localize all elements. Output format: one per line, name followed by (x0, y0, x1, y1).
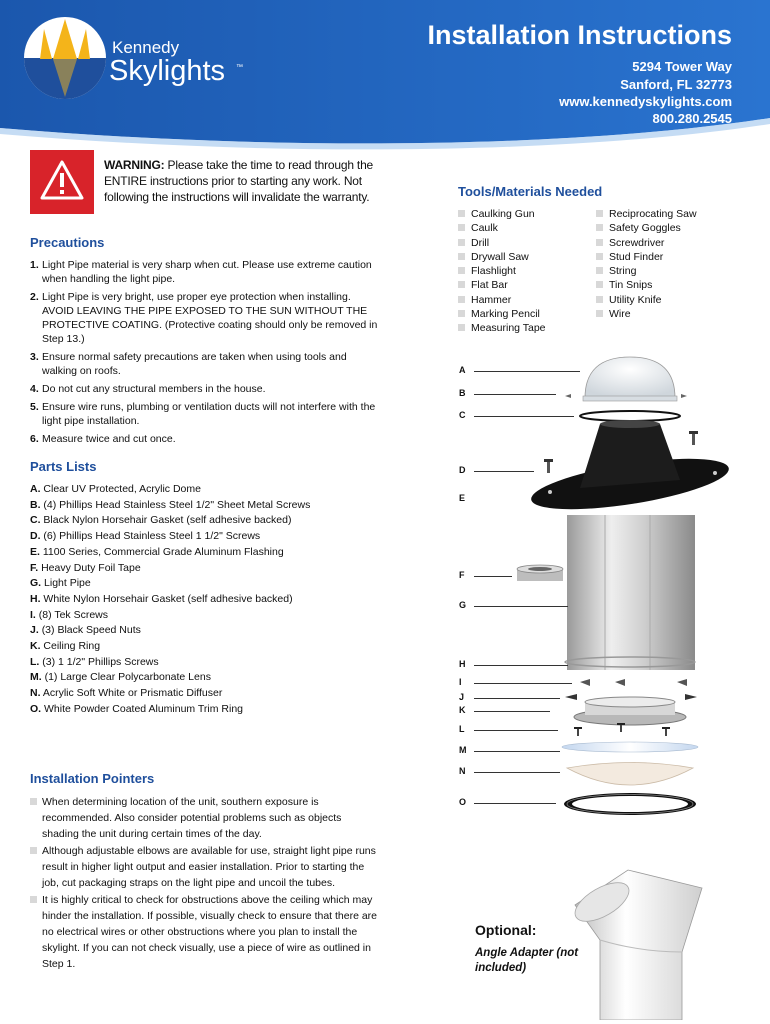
tool-text: Stud Finder (609, 250, 664, 263)
optional-title: Optional: (475, 922, 537, 938)
precaution-text: Light Pipe material is very sharp when cut. Please use extreme caution when handling the light pipe. (42, 259, 372, 285)
part-o-trim-ring (564, 793, 696, 815)
tools-column-1 (458, 207, 546, 336)
tool-text: Flat Bar (471, 279, 508, 292)
part-text: (3) Black Speed Nuts (41, 624, 141, 637)
bullet-icon (30, 847, 37, 854)
part-letter: C. (30, 514, 41, 527)
diagram-label: K (459, 705, 466, 715)
part-c-gasket (580, 411, 680, 421)
diagram-label: A (459, 365, 466, 375)
tool-text: Screwdriver (609, 236, 665, 249)
pointer-text: When determining location of the unit, southern exposure is recommended. Also consider potential problems such as objects shading the unit during certain times of the day. (42, 796, 342, 840)
tool-item (596, 264, 697, 278)
part-text: 1100 Series, Commercial Grade Aluminum Flashing (42, 545, 284, 558)
part-d-screw (689, 431, 698, 445)
part-text: White Powder Coated Aluminum Trim Ring (44, 702, 244, 715)
part-a-dome (585, 357, 675, 398)
part-b-screw (565, 394, 571, 398)
bullet-icon (596, 310, 603, 317)
precaution-number: 3. (30, 351, 39, 363)
part-letter: K. (30, 640, 41, 653)
part-item (30, 655, 380, 671)
tool-item (458, 307, 546, 321)
precaution-number: 6. (30, 433, 39, 445)
bullet-icon (458, 267, 465, 274)
precaution-text: Ensure wire runs, plumbing or ventilation ducts will not interfere with the light pipe installation. (42, 401, 376, 427)
diagram-label: I (459, 677, 462, 687)
bullet-icon (458, 296, 465, 303)
part-f-foil-tape (517, 565, 563, 581)
part-text: (3) 1 1/2" Phillips Screws (42, 655, 159, 668)
parts-title: Parts Lists (30, 459, 97, 474)
part-i-screw (615, 679, 625, 686)
part-b-screw (681, 394, 687, 398)
leader-line (474, 471, 534, 472)
trademark: ™ (236, 64, 243, 71)
precaution-text: Ensure normal safety precautions are taken when using tools and walking on roofs. (42, 351, 347, 377)
part-item (30, 639, 380, 655)
bullet-icon (596, 210, 603, 217)
tool-text: Caulk (471, 222, 498, 235)
tool-item (458, 264, 546, 278)
part-text: Acrylic Soft White or Prismatic Diffuser (42, 687, 223, 700)
bullet-icon (30, 896, 37, 903)
pointer-item (30, 892, 380, 972)
part-item (30, 623, 380, 639)
bullet-icon (458, 310, 465, 317)
part-text: Light Pipe (44, 577, 91, 590)
part-item (30, 513, 380, 529)
part-text: White Nylon Horsehair Gasket (self adhesive backed) (43, 592, 293, 605)
tool-item (596, 207, 697, 221)
part-letter: J. (30, 624, 39, 637)
leader-line (474, 772, 560, 773)
tool-text: Wire (609, 308, 631, 321)
part-item (30, 608, 380, 624)
part-k-ceiling-ring (574, 697, 686, 725)
part-item (30, 686, 380, 702)
diagram-label: L (459, 724, 465, 734)
precaution-text: Measure twice and cut once. (42, 433, 176, 445)
tool-text: Safety Goggles (609, 222, 681, 235)
part-letter: E. (30, 545, 40, 558)
part-letter: G. (30, 577, 42, 590)
precaution-item (30, 400, 380, 428)
part-j-nut (685, 694, 697, 700)
leader-line (474, 751, 560, 752)
precautions-title: Precautions (30, 235, 105, 250)
precaution-number: 1. (30, 259, 39, 271)
tool-text: Drill (471, 236, 490, 249)
leader-line (474, 683, 572, 684)
part-text: Black Nylon Horsehair Gasket (self adhesive backed) (43, 514, 292, 527)
part-item (30, 670, 380, 686)
pointer-item (30, 794, 380, 842)
optional-subtitle: Angle Adapter (not included) (475, 947, 579, 974)
precaution-number: 4. (30, 383, 39, 395)
tool-item (458, 321, 546, 335)
tool-item (458, 236, 546, 250)
leader-line (474, 803, 556, 804)
tool-item (458, 221, 546, 235)
leader-line (474, 698, 560, 699)
logo-line1: Kennedy (112, 38, 180, 57)
tool-text: Tin Snips (609, 279, 653, 292)
part-l-screw (617, 723, 625, 732)
diagram-label: J (459, 692, 465, 702)
part-item (30, 702, 380, 718)
part-item (30, 576, 380, 592)
part-text: (6) Phillips Head Stainless Steel 1 1/2" Screws (43, 530, 261, 543)
warning-label: WARNING: (104, 158, 165, 172)
leader-line (474, 416, 574, 417)
part-item (30, 529, 380, 545)
bullet-icon (30, 798, 37, 805)
parts-diagram (455, 355, 755, 825)
part-text: Ceiling Ring (43, 640, 101, 653)
diagram-label: B (459, 388, 466, 398)
leader-line (474, 730, 558, 731)
part-i-screw (677, 679, 687, 686)
precaution-number: 2. (30, 291, 39, 303)
diagram-label: M (459, 745, 467, 755)
diagram-label: C (459, 410, 466, 420)
part-letter: B. (30, 498, 41, 511)
part-letter: D. (30, 530, 41, 543)
leader-line (474, 371, 580, 372)
tool-item (596, 236, 697, 250)
precaution-item (30, 258, 380, 286)
precaution-text: Do not cut any structural members in the house. (42, 383, 266, 395)
tool-item (458, 250, 546, 264)
tool-item (596, 278, 697, 292)
tools-title: Tools/Materials Needed (458, 184, 603, 199)
pointers-list (30, 794, 380, 973)
part-text: (8) Tek Screws (38, 608, 109, 621)
phone: 800.280.2545 (652, 111, 732, 126)
bullet-icon (458, 281, 465, 288)
bullet-icon (458, 253, 465, 260)
part-letter: O. (30, 702, 42, 715)
part-letter: M. (30, 671, 42, 684)
bullet-icon (458, 210, 465, 217)
part-letter: A. (30, 483, 41, 495)
tool-text: Caulking Gun (471, 208, 535, 220)
precaution-item (30, 290, 380, 346)
part-g-light-pipe (567, 515, 695, 670)
precaution-text: Light Pipe is very bright, use proper eye protection when installing. AVOID LEAVING THE PIPE EXPOSED TO THE SUN WITHOUT THE PROTECTIVE COATING. (Protective coating should only be removed in Step 13.) (42, 291, 378, 345)
bullet-icon (596, 253, 603, 260)
part-item (30, 482, 380, 498)
tool-text: Marking Pencil (471, 308, 540, 321)
precautions-list (30, 258, 380, 450)
part-text: Heavy Duty Foil Tape (41, 561, 141, 574)
tool-item (596, 307, 697, 321)
city: Sanford, FL 32773 (620, 77, 732, 92)
part-letter: F. (30, 561, 39, 574)
bullet-icon (596, 239, 603, 246)
diagram-label: N (459, 766, 466, 776)
diagram-label: D (459, 465, 466, 475)
bullet-icon (458, 224, 465, 231)
precaution-item (30, 382, 380, 396)
part-letter: I. (30, 608, 36, 621)
tool-text: Flashlight (471, 265, 516, 278)
precaution-number: 5. (30, 401, 39, 413)
tool-text: Reciprocating Saw (609, 208, 697, 220)
leader-line (474, 665, 568, 666)
precaution-item (30, 432, 380, 446)
part-l-screw (662, 727, 670, 736)
leader-line (474, 606, 568, 607)
address: 5294 Tower Way (632, 59, 732, 74)
part-j-nut (565, 694, 577, 700)
part-item (30, 498, 380, 514)
tool-text: Drywall Saw (471, 250, 529, 263)
part-i-screw (580, 679, 590, 686)
part-item (30, 561, 380, 577)
leader-line (474, 394, 556, 395)
warning-body: Please take the time to read through the ENTIRE instructions prior to starting any work. Not following the instructions will invalidate the warranty. (104, 158, 374, 204)
bullet-icon (458, 324, 465, 331)
tool-item (596, 221, 697, 235)
angle-adapter-icon (560, 860, 710, 1020)
bullet-icon (596, 281, 603, 288)
warning-box (30, 150, 94, 214)
tool-text: Measuring Tape (471, 322, 546, 335)
tools-column-2 (596, 207, 697, 321)
part-l-screw (574, 727, 582, 736)
parts-list (30, 482, 380, 718)
bullet-icon (596, 267, 603, 274)
precaution-item (30, 350, 380, 378)
diagram-label: H (459, 659, 466, 669)
diagram-label: O (459, 797, 467, 807)
tool-item (596, 250, 697, 264)
leader-line (474, 576, 512, 577)
part-m-lens (562, 742, 698, 752)
part-d-screw (544, 459, 553, 473)
diagram-label: E (459, 493, 466, 503)
part-n-diffuser (567, 763, 693, 786)
pointers-title: Installation Pointers (30, 771, 155, 786)
warning-triangle-icon (30, 150, 94, 214)
bullet-icon (596, 224, 603, 231)
diagram-label: F (459, 570, 465, 580)
kennedy-logo-icon (22, 15, 108, 101)
part-letter: L. (30, 655, 40, 668)
tool-text: Utility Knife (609, 293, 662, 306)
tool-item (458, 293, 546, 307)
website-link[interactable]: www.kennedyskylights.com (559, 94, 732, 109)
pointer-item (30, 843, 380, 891)
part-letter: N. (30, 687, 41, 700)
tool-text: Hammer (471, 293, 512, 306)
part-text: (4) Phillips Head Stainless Steel 1/2" Sheet Metal Screws (43, 498, 311, 511)
diagram-label: G (459, 600, 467, 610)
pointer-text: It is highly critical to check for obstructions above the ceiling which may hinder the installation. If possible, visually check to ensure that there are no electrical wires or other obstructions where you plan to install the skylight. If you can not check visually, use a piece of wire as outlined in Step 1. (42, 894, 378, 970)
part-item (30, 545, 380, 561)
part-letter: H. (30, 592, 41, 605)
bullet-icon (458, 239, 465, 246)
tool-item (596, 293, 697, 307)
warning-text (104, 157, 384, 205)
tool-item (458, 207, 546, 221)
tool-text: String (609, 265, 637, 278)
part-text: (1) Large Clear Polycarbonate Lens (44, 671, 211, 684)
logo-line2: Skylights (109, 55, 226, 87)
part-item (30, 592, 380, 608)
pointer-text: Although adjustable elbows are available for use, straight light pipe runs result in higher light output and easier installation. Prior to starting the job, cut packaging straps on the light pipe and uncoil the tubes. (42, 845, 376, 889)
part-text: Clear UV Protected, Acrylic Dome (43, 483, 201, 495)
leader-line (474, 711, 550, 712)
page-title: Installation Instructions (427, 20, 732, 50)
bullet-icon (596, 296, 603, 303)
tool-item (458, 278, 546, 292)
